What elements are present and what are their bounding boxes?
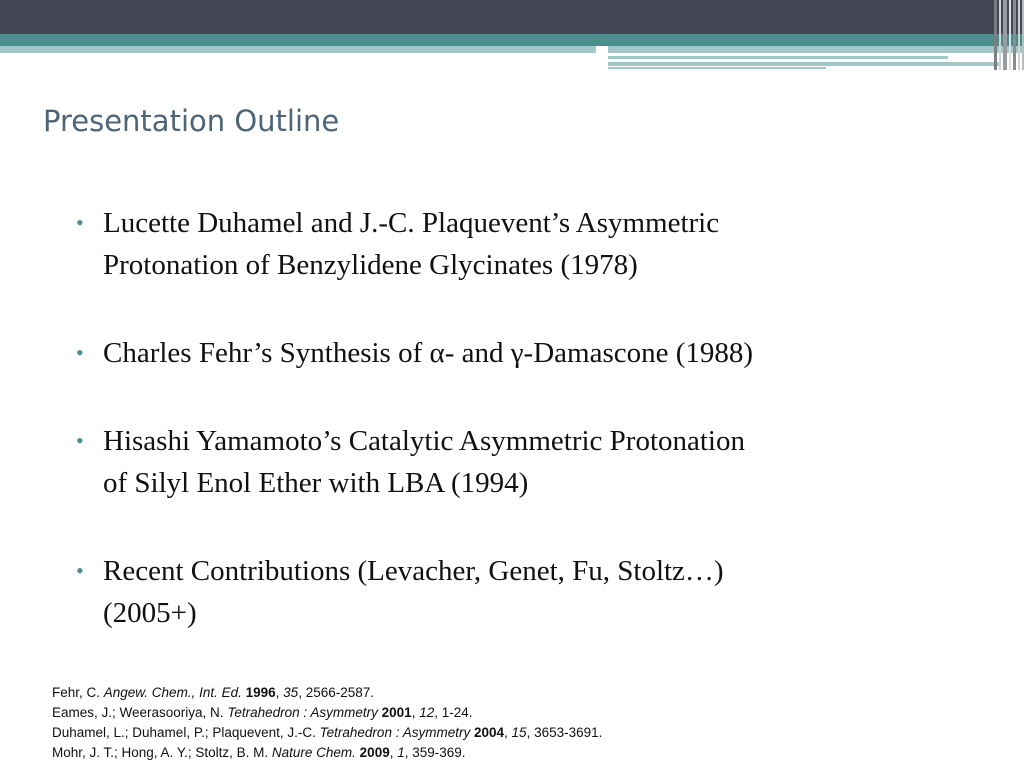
header-accent-line: [608, 67, 826, 69]
bullet-icon: •: [76, 210, 84, 235]
references: [52, 683, 602, 763]
bullet-item: [72, 332, 952, 374]
bullet-text-line: Charles Fehr’s Synthesis of α- and γ-Damascone (1988): [103, 337, 754, 369]
header-band-gap: [596, 46, 608, 53]
bullet-text-line: Protonation of Benzylidene Glycinates (1978): [103, 249, 638, 281]
bullet-text-line: Lucette Duhamel and J.-C. Plaquevent’s Asymmetric: [103, 207, 720, 239]
header-accent-line: [608, 56, 948, 59]
bullet-text-line: Recent Contributions (Levacher, Genet, Fu, Stoltz…): [103, 555, 724, 587]
header-teal-band: [0, 34, 1024, 46]
header-light-band: [0, 46, 1024, 53]
reference-line: Fehr, C. Angew. Chem., Int. Ed. 1996, 35, 2566-2587.: [52, 685, 375, 700]
header-dark-band: [0, 0, 1024, 34]
bullet-text-line: Hisashi Yamamoto’s Catalytic Asymmetric Protonation: [103, 425, 745, 457]
bullet-text-line: of Silyl Enol Ether with LBA (1994): [103, 467, 529, 499]
bullet-item: [72, 420, 952, 504]
reference-line: Duhamel, L.; Duhamel, P.; Plaquevent, J.-C. Tetrahedron : Asymmetry 2004, 15, 3653-3691.: [52, 725, 603, 740]
header-vertical-stripes: [994, 0, 1024, 70]
bullet-icon: •: [76, 428, 84, 453]
bullet-icon: •: [76, 558, 84, 583]
reference-line: Mohr, J. T.; Hong, A. Y.; Stoltz, B. M. Nature Chem. 2009, 1, 359-369.: [52, 745, 466, 760]
bullet-item: [72, 550, 952, 634]
bullet-list: [72, 202, 952, 634]
bullet-item: [72, 202, 952, 286]
bullet-icon: •: [76, 340, 84, 365]
slide-title: Presentation Outline: [43, 104, 340, 138]
header-accent-line: [608, 62, 1000, 66]
reference-line: Eames, J.; Weerasooriya, N. Tetrahedron : Asymmetry 2001, 12, 1-24.: [52, 705, 473, 720]
bullet-text-line: (2005+): [103, 597, 197, 629]
